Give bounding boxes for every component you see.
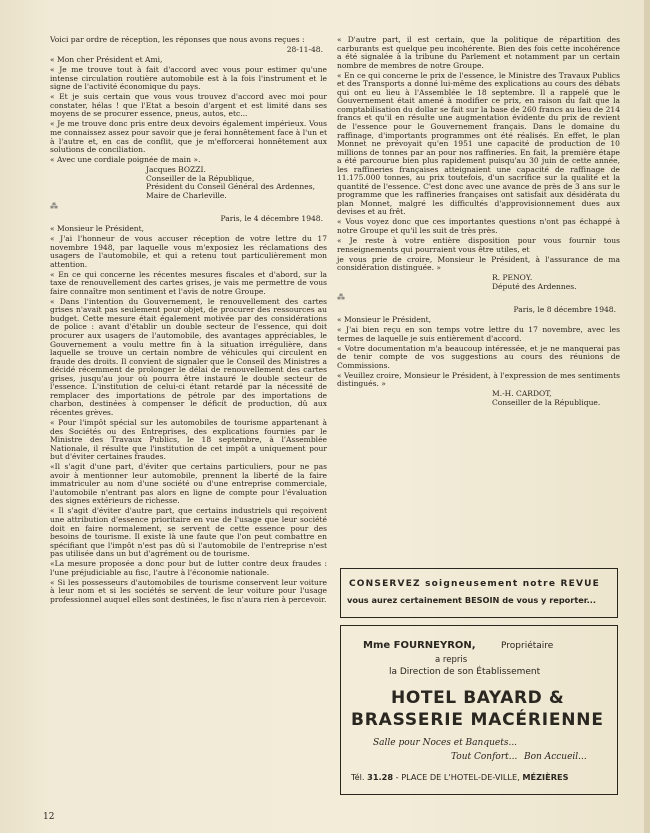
right-column-paragraph: « Vous voyez donc que ces importantes questions n'ont pas échappé à notre Groupe et qu'il les suit de très près. [337, 217, 620, 236]
address-city: MÉZIÈRES [522, 772, 569, 782]
brasserie-name: BRASSERIE MACÉRIENNE [351, 710, 604, 730]
left-column-paragraph: « Je me trouve donc pris entre deux devoirs également impérieux. Vous me connaissez assez pour savoir que je ferai honnêtement face à l'un et à l'autre et, en cas de conflit, que je m'efforcerai honnêtement aux solutions de conciliation. [50, 119, 327, 155]
tel-number: 31.28 [367, 772, 394, 782]
page-edge [644, 0, 650, 833]
left-column-paragraph: « Mon cher Président et Ami, [50, 55, 163, 65]
hotel-advertisement [340, 625, 618, 795]
page-number: 12 [43, 812, 55, 822]
left-column-paragraph: « Pour l'impôt spécial sur les automobiles de tourisme appartenant à des Sociétés ou des Entreprises, des explications fournies par le Ministre des Travaux Publics, le 18 septembre, à l'Assemblée Nationale, il résulte que l'institution de cet impôt a uniquement pour but d'éviter certaines fraudes. [50, 417, 327, 462]
left-column [50, 36, 327, 606]
left-column-paragraph: Voici par ordre de réception, les réponses que nous avons reçues : [50, 35, 305, 44]
hotel-repris: a repris [435, 655, 468, 665]
left-column-paragraph: « J'ai l'honneur de vous accuser réception de votre lettre du 17 novembre 1948, par laquelle vous m'exposiez les réclamations des usagers de l'automobile, et qui a retenu tout particulièrement mon attention. [50, 233, 327, 269]
left-column-paragraph: « Il s'agit d'éviter d'autre part, que certains industriels qui reçoivent une attribution d'essence prioritaire en vue de l'usage que leur société doit en faire normalement, se servent de cette essence pour des besoins de tourisme. Il existe là une faute que l'on peut combattre en spécifiant que l'impôt n'est pas dû si l'automobile de l'entreprise n'est pas utilisée dans un but d'agrément ou de tourisme. [50, 506, 327, 559]
hotel-name: HOTEL BAYARD & [391, 688, 565, 708]
right-column-paragraph: « Je reste à votre entière disposition pour vous fournir tous renseignements qui pourraient vous être utiles, et [337, 236, 620, 254]
right-column-paragraph: « Monsieur le Président, [337, 314, 432, 324]
tel-label: Tél. [351, 772, 365, 782]
hotel-address [351, 772, 569, 782]
hotel-owner-role: Propriétaire [501, 641, 554, 651]
hotel-direction: la Direction de son Établissement [389, 667, 541, 677]
right-column-paragraph: R. PENOY. Député des Ardennes. [492, 273, 577, 291]
right-column-paragraph: M.-H. CARDOT, Conseiller de la République. [492, 389, 601, 407]
left-column-paragraph: « Et je suis certain que vous vous trouvez d'accord avec moi pour constater, hélas ! que l'Etat a besoin d'argent et est limité dans ses moyens de se procurer essence, pneus, autos, etc... [50, 92, 327, 119]
right-column-paragraph: « Votre documentation m'a beaucoup intéressée, et je ne manquerai pas de tenir compte de vos suggestions au cours des réunions de Commissions. [337, 343, 620, 370]
right-column-paragraph: Paris, le 8 décembre 1948. [513, 304, 616, 314]
left-column-paragraph: Paris, le 4 décembre 1948. [220, 213, 323, 223]
right-column-paragraph: « Veuillez croire, Monsieur le Président, à l'expression de mes sentiments distingués. » [337, 370, 620, 389]
hotel-script-comfort: Tout Confort... [451, 752, 518, 762]
left-column-paragraph: « Je me trouve tout à fait d'accord avec vous pour estimer qu'une intense circulation routière automobile est à la fois l'instrument et le signe de l'activité économique du pays. [50, 65, 327, 92]
revue-ad-subline: vous aurez certainement BESOIN de vous y reporter... [347, 595, 597, 605]
right-column-paragraph: « J'ai bien reçu en son temps votre lettre du 17 novembre, avec les termes de laquelle je suis entièrement d'accord. [337, 325, 620, 343]
hotel-owner: Mme FOURNEYRON, [363, 640, 476, 651]
left-column-paragraph: «La mesure proposée a donc pour but de lutter contre deux fraudes : l'une préjudiciable au fisc, l'autre à l'économie nationale. [50, 559, 327, 577]
revue-advertisement [340, 568, 618, 618]
left-column-paragraph: « Dans l'intention du Gouvernement, le renouvellement des cartes grises n'avait pas seulement pour objet, de procurer des ressources au budget. Cette mesure était également motivée par des considérations de police : avant d'établir un double secteur de l'essence, qui doit procurer aux usagers de l'automobile, des avantages appréciables, le Gouvernement a voulu mettre fin à la situation irrégulière, dans laquelle se trouve un certain nombre de véhicules qui circulent en fraude des droits. Il convient de signaler que le Conseil des Ministres a décidé récemment de prolonger le délai de renouvellement des cartes grises, jusqu'au jour où pourra être instauré le double secteur de l'essence. L'institution de celui-ci étant retardé par la nécessité de remplacer des importations de pétrole par des importations de charbon, destinées à compenser le déficit de production, dû aux récentes grèves. [50, 296, 327, 417]
hotel-script-banquets: Salle pour Noces et Banquets... [373, 738, 518, 748]
right-column-paragraph: je vous prie de croire, Monsieur le Président, à l'assurance de ma considération distinguée. » [337, 254, 620, 273]
left-column-paragraph: « Si les possesseurs d'automobiles de tourisme conservent leur voiture à leur nom et si les sociétés se servent de leur voiture pour l'usage professionnel auquel elles sont destinées, le fisc n'aura rien à percevoir. [50, 577, 327, 604]
left-column-paragraph: Jacques BOZZI. Conseiller de la République, Président du Conseil Général des Ardennes, Maire de Charleville. [146, 165, 315, 200]
address-line: - PLACE DE L'HOTEL-DE-VILLE, [395, 772, 520, 782]
right-column [337, 36, 620, 409]
hotel-script-welcome: Bon Accueil... [524, 752, 587, 762]
right-column-paragraph: « D'autre part, il est certain, que la politique de répartition des carburants est quelque peu incohérente. Bien des fois cette incohérence a été signalée à la tribune du Parlement et notamment par un certain nombre de membres de notre Groupe. [337, 35, 620, 70]
left-column-paragraph: « Avec une cordiale poignée de main ». [50, 155, 201, 165]
left-column-paragraph: 28-11-48. [286, 45, 323, 55]
left-column-paragraph: ⁂ [50, 202, 58, 212]
right-column-paragraph: ⁂ [337, 293, 345, 303]
left-column-paragraph: « Monsieur le Président, [50, 223, 145, 233]
left-column-paragraph: « En ce qui concerne les récentes mesures fiscales et d'abord, sur la taxe de renouvellement des cartes grises, je vais me permettre de vous faire connaître mon sentiment et l'avis de notre Groupe. [50, 269, 327, 296]
right-column-paragraph: « En ce qui concerne le prix de l'essence, le Ministre des Travaux Publics et des Transports a donné lui-même des explications au cours des débats qui ont eu lieu à l'Assemblée le 18 septembre. Il a rappelé que le Gouvernement était amené à modifier ce prix, en raison du fait que la comptabilisation du dollar se fait sur la base de 260 francs au lieu de 214 francs et qu'il en résulte une augmentation évidente du prix de revient de l'essence pour le Gouvernement français. Dans le domaine du raffinage, d'importants programmes ont été réalisés. En effet, le plan Monnet ne prévoyait qu'en 1951 une capacité de production de 10 millions de tonnes par an pour nos raffineries. En fait, la première étape a été parcourue bien plus rapidement puisqu'au 30 juin de cette année, les raffineries françaises atteignaient une capacité de raffinage de 11.175.000 tonnes, au prix toutefois, d'un sacrifice sur la qualité et la quantité de l'essence. C'est donc avec une avance de près de 3 ans sur le programme que les raffineries françaises ont satisfait aux désidérata du plan Monnet, malgré les difficultés d'approvisionnement dues aux devises et au frêt. [337, 70, 620, 217]
revue-ad-headline: CONSERVEZ soigneusement notre REVUE [349, 579, 600, 589]
left-column-paragraph: «Il s'agit d'une part, d'éviter que certains particuliers, pour ne pas avoir à mentionner leur automobile, prennent la liberté de la faire immatriculer au nom d'une société ou d'une entreprise commerciale, l'automobile n'entrant pas alors en ligne de compte pour l'évaluation des signes extérieurs de richesse. [50, 462, 327, 506]
